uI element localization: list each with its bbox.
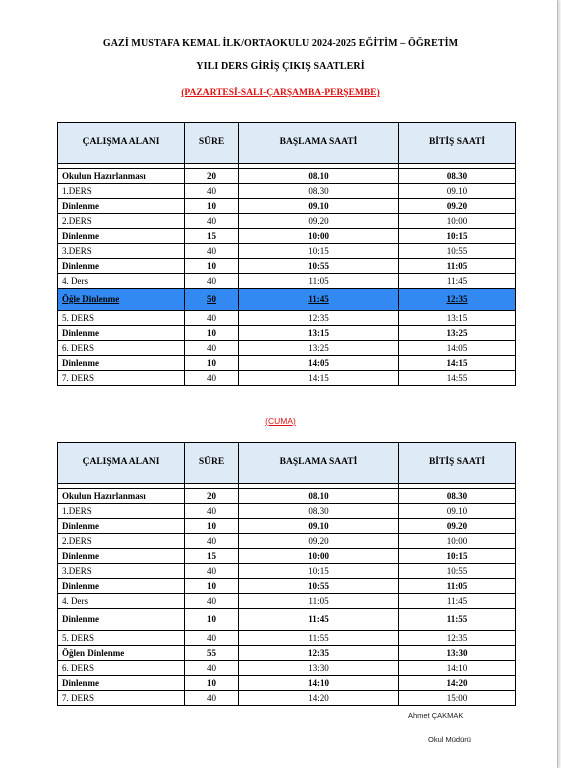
- row-end: 08.30: [399, 169, 516, 184]
- row-duration: 10: [185, 356, 239, 371]
- row-end: 13:15: [399, 311, 516, 326]
- table-row: [58, 356, 516, 371]
- row-name: 6. DERS: [58, 341, 185, 356]
- header-start: BAŞLAMA SAATİ: [239, 123, 399, 164]
- row-duration: 15: [185, 549, 239, 564]
- row-end: 10:00: [399, 534, 516, 549]
- row-duration: 10: [185, 519, 239, 534]
- row-duration: 10: [185, 579, 239, 594]
- row-start: 09.20: [239, 214, 399, 229]
- row-end: 11:55: [399, 609, 516, 631]
- row-start: 10:00: [239, 549, 399, 564]
- row-name: 1.DERS: [58, 504, 185, 519]
- row-duration: 40: [185, 184, 239, 199]
- table-row: [58, 676, 516, 691]
- row-name: 2.DERS: [58, 534, 185, 549]
- table-header-row: [58, 443, 516, 484]
- row-duration: 40: [185, 274, 239, 289]
- row-name: Okulun Hazırlanması: [58, 169, 185, 184]
- row-start: 08.10: [239, 169, 399, 184]
- row-end: 14:10: [399, 661, 516, 676]
- row-duration: 40: [185, 691, 239, 706]
- row-start: 08.10: [239, 489, 399, 504]
- row-name: 5. DERS: [58, 311, 185, 326]
- row-end: 11:45: [399, 274, 516, 289]
- row-name: Dinlenme: [58, 199, 185, 214]
- header-area: ÇALIŞMA ALANI: [58, 443, 185, 484]
- row-end: 12:35: [399, 289, 516, 311]
- table-row: [58, 199, 516, 214]
- row-duration: 40: [185, 244, 239, 259]
- row-end: 12:35: [399, 631, 516, 646]
- table-row: [58, 549, 516, 564]
- row-duration: 40: [185, 631, 239, 646]
- row-start: 11:05: [239, 274, 399, 289]
- document-title: GAZİ MUSTAFA KEMAL İLK/ORTAOKULU 2024-2025 EĞİTİM – ÖĞRETİM: [102, 38, 459, 49]
- row-name: 7. DERS: [58, 691, 185, 706]
- row-duration: 40: [185, 504, 239, 519]
- row-name: 3.DERS: [58, 564, 185, 579]
- table-row: [58, 564, 516, 579]
- row-name: Dinlenme: [58, 356, 185, 371]
- row-duration: 10: [185, 326, 239, 341]
- row-duration: 20: [185, 169, 239, 184]
- table-row: [58, 609, 516, 631]
- table-row: [58, 631, 516, 646]
- row-start: 08.30: [239, 184, 399, 199]
- row-start: 12:35: [239, 311, 399, 326]
- row-start: 08.30: [239, 504, 399, 519]
- table-row: [58, 244, 516, 259]
- row-start: 14:10: [239, 676, 399, 691]
- row-start: 13:15: [239, 326, 399, 341]
- table-row: [58, 519, 516, 534]
- table-row: [58, 691, 516, 706]
- table-row: [58, 214, 516, 229]
- row-name: Dinlenme: [58, 579, 185, 594]
- header-end: BİTİŞ SAATİ: [399, 443, 516, 484]
- row-duration: 10: [185, 259, 239, 274]
- row-end: 14:05: [399, 341, 516, 356]
- table-row: [58, 311, 516, 326]
- row-duration: 20: [185, 489, 239, 504]
- row-end: 11:05: [399, 259, 516, 274]
- row-name: Dinlenme: [58, 259, 185, 274]
- row-name: Dinlenme: [58, 609, 185, 631]
- row-start: 11:45: [239, 289, 399, 311]
- weekdays-subtitle: (PAZARTESİ-SALI-ÇARŞAMBA-PERŞEMBE): [181, 88, 380, 98]
- row-end: 13:30: [399, 646, 516, 661]
- row-start: 11:05: [239, 594, 399, 609]
- row-end: 14:20: [399, 676, 516, 691]
- row-end: 10:00: [399, 214, 516, 229]
- friday-schedule-table: [57, 442, 516, 706]
- row-start: 14:15: [239, 371, 399, 386]
- row-duration: 10: [185, 199, 239, 214]
- row-duration: 40: [185, 594, 239, 609]
- header-duration: SÜRE: [185, 443, 239, 484]
- table-row: [58, 229, 516, 244]
- row-name: Dinlenme: [58, 229, 185, 244]
- header-area: ÇALIŞMA ALANI: [58, 123, 185, 164]
- row-name: 5. DERS: [58, 631, 185, 646]
- row-end: 10:15: [399, 549, 516, 564]
- row-end: 10:55: [399, 564, 516, 579]
- table-row: [58, 504, 516, 519]
- header-duration: SÜRE: [185, 123, 239, 164]
- table-row: [58, 341, 516, 356]
- table-row: [58, 489, 516, 504]
- row-duration: 10: [185, 676, 239, 691]
- row-duration: 50: [185, 289, 239, 311]
- row-end: 08.30: [399, 489, 516, 504]
- row-start: 10:00: [239, 229, 399, 244]
- row-name: 4. Ders: [58, 594, 185, 609]
- row-name: Dinlenme: [58, 519, 185, 534]
- table-row: [58, 169, 516, 184]
- row-name: Dinlenme: [58, 549, 185, 564]
- row-start: 11:45: [239, 609, 399, 631]
- friday-subtitle: (CUMA): [265, 416, 296, 426]
- row-name: Okulun Hazırlanması: [58, 489, 185, 504]
- row-name: Öğle Dinlenme: [58, 289, 185, 311]
- row-start: 09.20: [239, 534, 399, 549]
- row-name: 7. DERS: [58, 371, 185, 386]
- row-name: 4. Ders: [58, 274, 185, 289]
- row-start: 10:55: [239, 579, 399, 594]
- row-end: 14:15: [399, 356, 516, 371]
- row-duration: 40: [185, 311, 239, 326]
- table-row-lunch: [58, 289, 516, 311]
- row-duration: 55: [185, 646, 239, 661]
- row-start: 12:35: [239, 646, 399, 661]
- row-end: 14:55: [399, 371, 516, 386]
- row-name: 1.DERS: [58, 184, 185, 199]
- header-end: BİTİŞ SAATİ: [399, 123, 516, 164]
- document-title-line2: YILI DERS GİRİŞ ÇIKIŞ SAATLERİ: [196, 61, 365, 72]
- row-start: 10:55: [239, 259, 399, 274]
- row-end: 11:05: [399, 579, 516, 594]
- row-duration: 40: [185, 341, 239, 356]
- row-name: 2.DERS: [58, 214, 185, 229]
- row-duration: 10: [185, 609, 239, 631]
- row-end: 09.20: [399, 199, 516, 214]
- table-row: [58, 594, 516, 609]
- table-row: [58, 371, 516, 386]
- row-duration: 40: [185, 661, 239, 676]
- row-start: 13:30: [239, 661, 399, 676]
- row-name: Dinlenme: [58, 326, 185, 341]
- table-row: [58, 326, 516, 341]
- table-row: [58, 661, 516, 676]
- row-name: Dinlenme: [58, 676, 185, 691]
- row-start: 09.10: [239, 519, 399, 534]
- row-start: 14:20: [239, 691, 399, 706]
- row-duration: 40: [185, 534, 239, 549]
- table-row: [58, 534, 516, 549]
- row-start: 14:05: [239, 356, 399, 371]
- row-end: 10:15: [399, 229, 516, 244]
- row-duration: 40: [185, 371, 239, 386]
- signer-name: Ahmet ÇAKMAK: [408, 711, 464, 720]
- row-duration: 40: [185, 564, 239, 579]
- row-end: 13:25: [399, 326, 516, 341]
- row-start: 09.10: [239, 199, 399, 214]
- row-end: 09.20: [399, 519, 516, 534]
- row-start: 13:25: [239, 341, 399, 356]
- row-end: 09.10: [399, 184, 516, 199]
- header-start: BAŞLAMA SAATİ: [239, 443, 399, 484]
- signer-title: Okul Müdürü: [428, 735, 471, 744]
- row-end: 15:00: [399, 691, 516, 706]
- row-duration: 15: [185, 229, 239, 244]
- table-row: [58, 259, 516, 274]
- row-duration: 40: [185, 214, 239, 229]
- row-start: 11:55: [239, 631, 399, 646]
- table-header-row: [58, 123, 516, 164]
- row-end: 11:45: [399, 594, 516, 609]
- table-row: [58, 184, 516, 199]
- weekday-schedule-table: [57, 122, 516, 386]
- row-start: 10:15: [239, 244, 399, 259]
- row-end: 09.10: [399, 504, 516, 519]
- row-name: 3.DERS: [58, 244, 185, 259]
- row-end: 10:55: [399, 244, 516, 259]
- table-row: [58, 646, 516, 661]
- row-name: 6. DERS: [58, 661, 185, 676]
- table-row: [58, 579, 516, 594]
- row-start: 10:15: [239, 564, 399, 579]
- table-row: [58, 274, 516, 289]
- row-name: Öğlen Dinlenme: [58, 646, 185, 661]
